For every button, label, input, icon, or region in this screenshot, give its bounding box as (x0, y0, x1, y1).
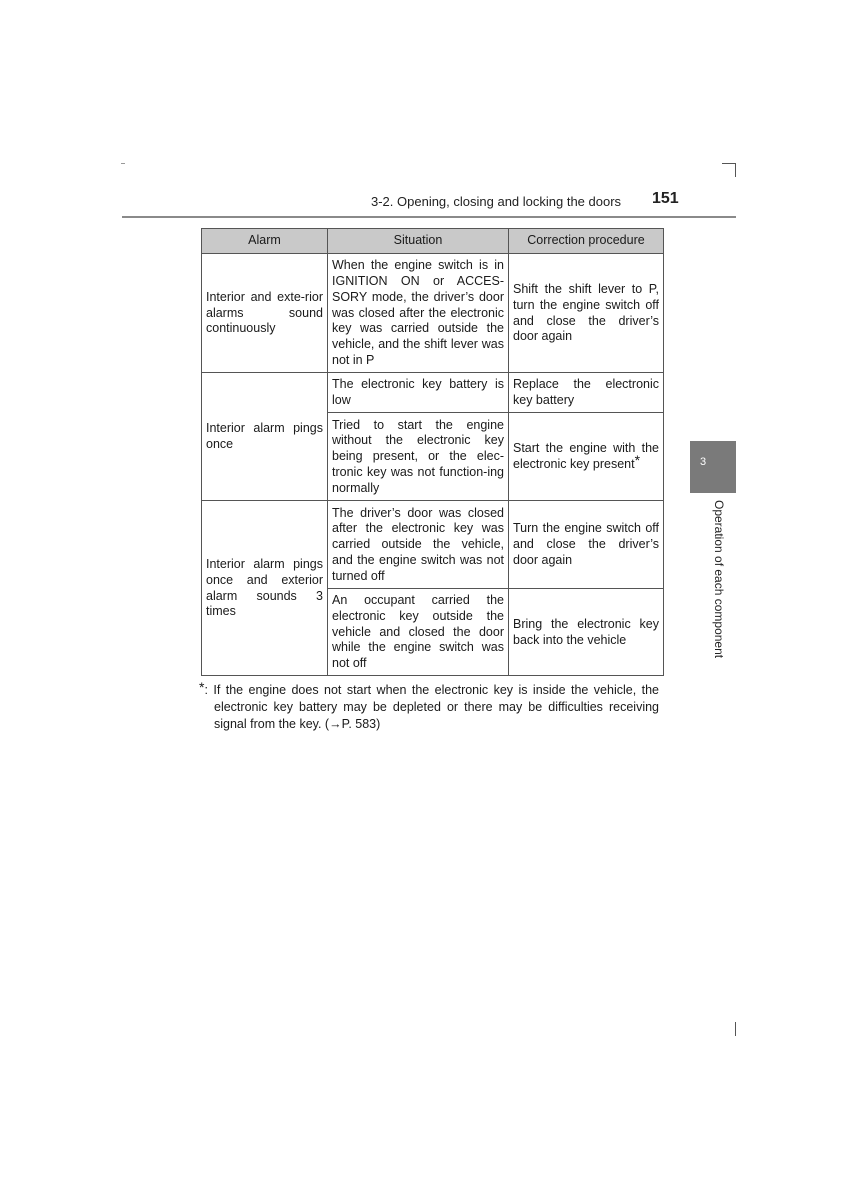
situation-cell: Tried to start the engine without the electronic key being present, or the elec-tronic key was not function-ing normally (328, 413, 509, 501)
chapter-tab (690, 441, 736, 493)
correction-cell: Shift the shift lever to P, turn the engine switch off and close the driver’s door again (509, 254, 664, 373)
column-header-correction: Correction procedure (509, 229, 664, 254)
alarm-cell: Interior alarm pings once and exterior alarm sounds 3 times (202, 501, 328, 676)
footnote (199, 679, 659, 733)
alarm-table (201, 228, 664, 676)
table-row (202, 501, 664, 589)
chapter-title: Operation of each component (712, 500, 726, 659)
table-row (202, 254, 664, 373)
correction-cell (509, 413, 664, 501)
crop-mark-top-right (722, 163, 736, 164)
footnote-reference-mark: * (634, 452, 641, 468)
table-header-row (202, 229, 664, 254)
situation-cell: An occupant carried the electronic key outside the vehicle and closed the door while the engine switch was not off (328, 589, 509, 676)
section-title: 3-2. Opening, closing and locking the doors (371, 194, 622, 209)
alarm-cell: Interior alarm pings once (202, 373, 328, 501)
crop-mark-top-left (121, 163, 125, 164)
situation-cell: When the engine switch is in IGNITION ON or ACCES-SORY mode, the driver’s door was closed after the electronic key was carried outside the vehicle, and the shift lever was not in P (328, 254, 509, 373)
correction-text: Start the engine with the electronic key present (513, 441, 659, 471)
header-rule (122, 216, 736, 218)
column-header-alarm: Alarm (202, 229, 328, 254)
chapter-number: 3 (700, 456, 707, 468)
situation-cell: The driver’s door was closed after the electronic key was carried outside the vehicle, and the engine switch was not turned off (328, 501, 509, 589)
footnote-mark: * (199, 679, 205, 695)
correction-cell: Replace the electronic key battery (509, 373, 664, 413)
situation-cell: The electronic key battery is low (328, 373, 509, 413)
alarm-cell: Interior and exte-rior alarms sound continuously (202, 254, 328, 373)
correction-cell: Turn the engine switch off and close the driver’s door again (509, 501, 664, 589)
correction-cell: Bring the electronic key back into the vehicle (509, 589, 664, 676)
table-row (202, 373, 664, 413)
crop-mark-bottom-right (735, 1022, 736, 1036)
crop-mark-top-right-vertical (735, 163, 736, 177)
page-number: 151 (652, 190, 679, 207)
column-header-situation: Situation (328, 229, 509, 254)
footnote-text: : If the engine does not start when the electronic key is inside the vehicle, the electronic key battery may be depleted or there may be difficulties receiving signal from the key. (→P. 583) (204, 683, 659, 731)
